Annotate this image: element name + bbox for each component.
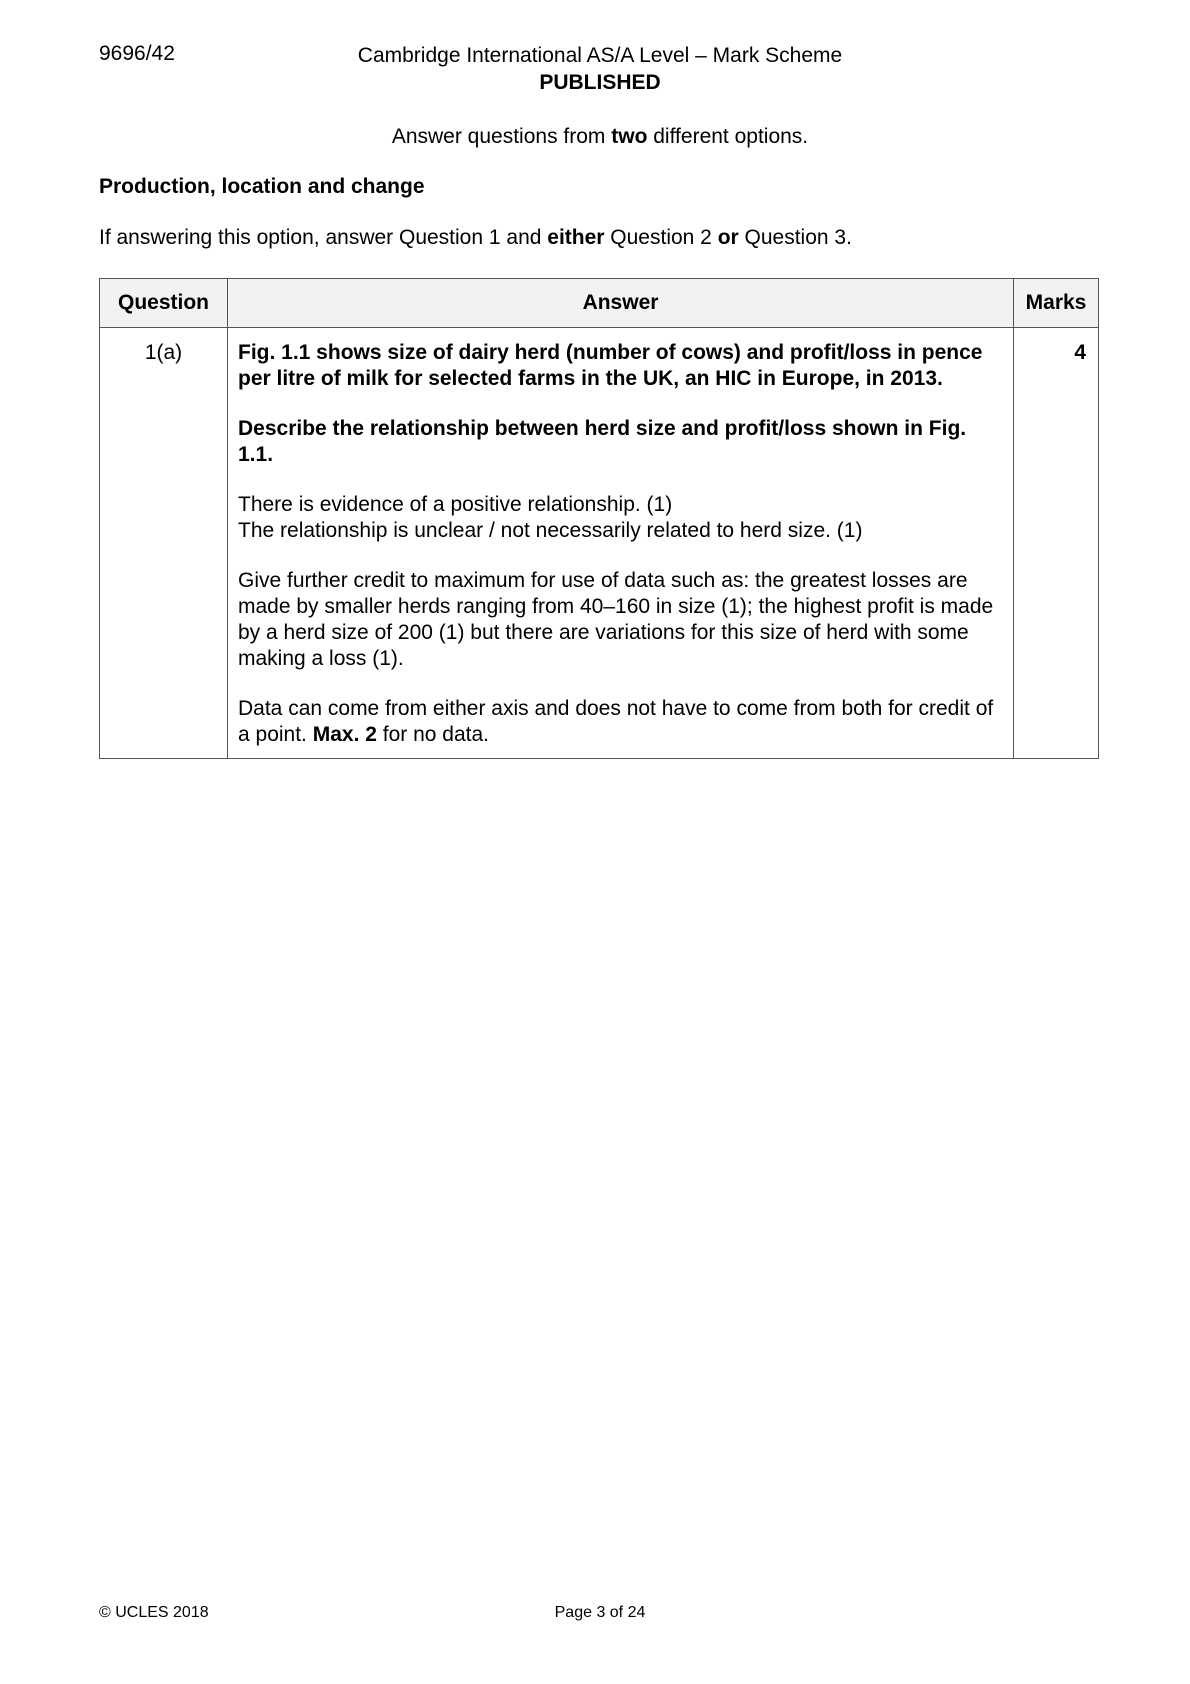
table-header-row — [100, 279, 1099, 328]
question-prompt: Fig. 1.1 shows size of dairy herd (number of cows) and profit/loss in pence per litre of milk for selected farms in the UK, an HIC in Europe, in 2013. — [238, 341, 983, 390]
options-instruction — [300, 125, 900, 149]
option-note-bold-2: or — [717, 226, 739, 249]
section-title: Production, location and change — [99, 175, 425, 198]
document-header — [300, 42, 900, 96]
document-title: Cambridge International AS/A Level – Mark Scheme — [357, 44, 843, 67]
answer-points — [238, 492, 1001, 544]
instruction-text-pre: Answer questions from — [391, 125, 612, 148]
answer-column-header: Answer — [228, 279, 1014, 328]
option-note-bold-1: either — [547, 226, 605, 249]
question-task: Describe the relationship between herd size and profit/loss shown in Fig. 1.1. — [238, 417, 967, 466]
data-note-text: Data can come from either axis and does not have to come from both for credit of a point. — [238, 697, 994, 746]
answer-point-2: The relationship is unclear / not necessarily related to herd size. (1) — [238, 519, 863, 542]
option-note-text-3: Question 3. — [738, 226, 852, 249]
table-row — [100, 328, 1099, 759]
instruction-text-post: different options. — [647, 125, 809, 148]
data-note — [238, 696, 1001, 748]
marks-value: 4 — [1014, 328, 1099, 759]
paper-code: 9696/42 — [99, 42, 175, 65]
further-credit-guidance: Give further credit to maximum for use of data such as: the greatest losses are made by smaller herds ranging from 40–160 in size (1); the highest profit is made by a herd size of 200 (1) but there are variations for this size of herd with some making a loss (1). — [238, 569, 994, 670]
question-number: 1(a) — [100, 328, 228, 759]
data-note-max: Max. 2 — [312, 723, 377, 746]
instruction-text-bold: two — [611, 125, 648, 148]
published-label: PUBLISHED — [539, 71, 661, 94]
answer-cell — [228, 328, 1014, 759]
option-note-text-2: Question 2 — [604, 226, 718, 249]
answer-point-1: There is evidence of a positive relationship. (1) — [238, 493, 673, 516]
copyright: © UCLES 2018 — [99, 1604, 209, 1621]
mark-scheme-table — [99, 278, 1099, 759]
option-note — [99, 226, 852, 250]
data-note-tail: for no data. — [376, 723, 490, 746]
marks-column-header: Marks — [1014, 279, 1099, 328]
question-column-header: Question — [100, 279, 228, 328]
option-note-text-1: If answering this option, answer Question 1 and — [99, 226, 548, 249]
page-number: Page 3 of 24 — [554, 1604, 646, 1621]
